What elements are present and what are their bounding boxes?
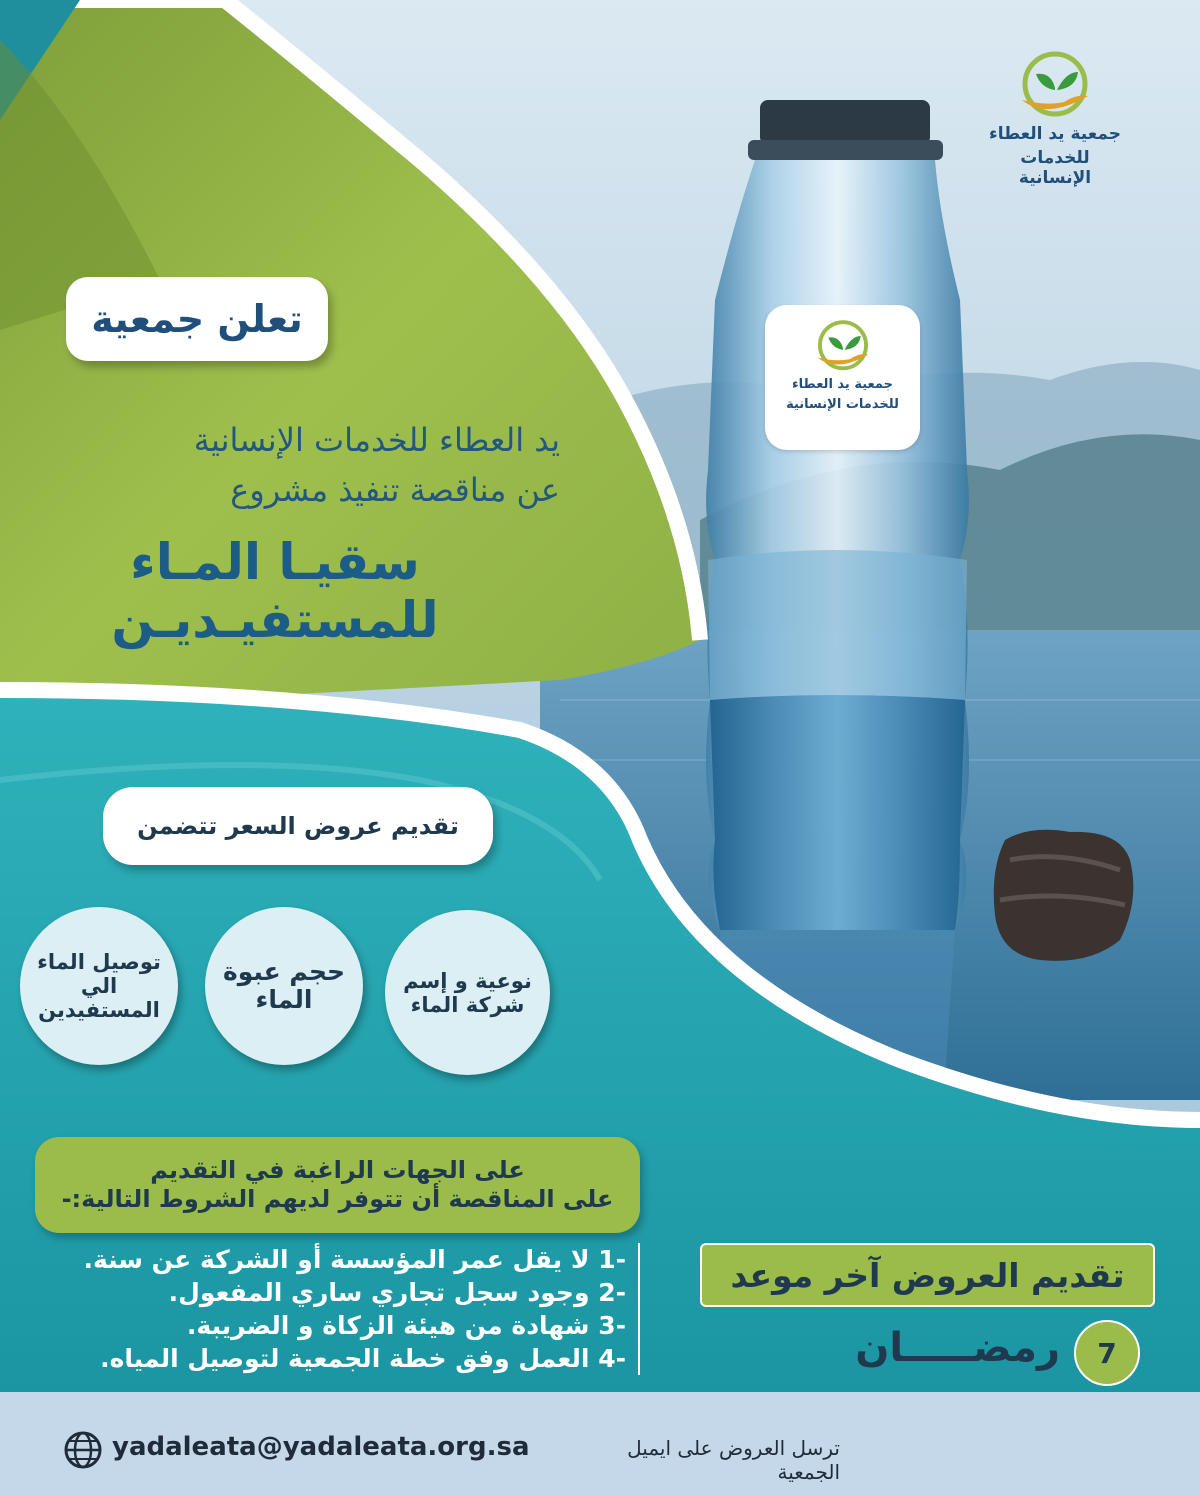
conditions-intro-box: [35, 1137, 640, 1233]
conditions-intro-line2: على المناقصة أن تتوفر لديهم الشروط التالية:-: [61, 1185, 614, 1213]
leaf-hand-logo-icon: [1016, 50, 1094, 120]
circle-delivery-text: توصيل الماء الي المستفيدين: [37, 950, 161, 1022]
offers-label: تقديم عروض السعر تتضمن: [137, 812, 459, 840]
circle-delivery: [20, 907, 178, 1065]
conditions-intro-line1: على الجهات الراغبة في التقديم: [150, 1156, 525, 1184]
top-logo: [985, 50, 1125, 188]
deadline-day-badge: [1074, 1320, 1140, 1386]
label-name-line2: للخدمات الإنسانية: [786, 397, 899, 412]
heading-line2: عن مناقصة تنفيذ مشروع: [230, 471, 560, 509]
deadline-label: تقديم العروض آخر موعد: [730, 1255, 1125, 1295]
announce-pill: [66, 277, 328, 361]
project-line1: سقيـا المـاء: [130, 533, 420, 591]
announce-text: تعلن جمعية: [91, 297, 303, 341]
logo-name-line1: جمعية يد العطاء: [989, 124, 1121, 144]
footer-email-link[interactable]: yadaleata@yadaleata.org.sa: [112, 1432, 530, 1462]
project-title: [60, 533, 490, 649]
label-name-line1: جمعية يد العطاء: [792, 377, 893, 392]
circle-bottle-size-text: حجم عبوة الماء: [222, 957, 346, 1014]
leaf-hand-logo-icon: [813, 319, 873, 373]
heading-line1: يد العطاء للخدمات الإنسانية: [193, 421, 560, 459]
condition-item: -1 لا يقل عمر المؤسسة أو الشركة عن سنة.: [83, 1245, 626, 1274]
circle-bottle-size: [205, 907, 363, 1065]
bottle-label: [765, 305, 920, 450]
circle-company-text: نوعية و إسم شركة الماء: [403, 968, 532, 1017]
globe-icon: [63, 1430, 103, 1470]
offers-pill: [103, 787, 493, 865]
logo-name-line2: للخدمات الإنسانية: [1018, 148, 1092, 188]
circle-company: [385, 910, 550, 1075]
deadline-month: رمضـــــان: [855, 1325, 1060, 1371]
conditions-list: [30, 1243, 640, 1375]
condition-item: -4 العمل وفق خطة الجمعية لتوصيل المياه.: [100, 1344, 626, 1373]
project-line2: للمستفيـديـن: [111, 591, 439, 649]
deadline-box: [700, 1243, 1155, 1307]
condition-item: -2 وجود سجل تجاري ساري المفعول.: [168, 1278, 626, 1307]
deadline-day: 7: [1097, 1336, 1117, 1370]
condition-item: -3 شهادة من هيئة الزكاة و الضريبة.: [186, 1311, 626, 1340]
footer-note: ترسل العروض على ايميل الجمعية: [627, 1436, 840, 1484]
